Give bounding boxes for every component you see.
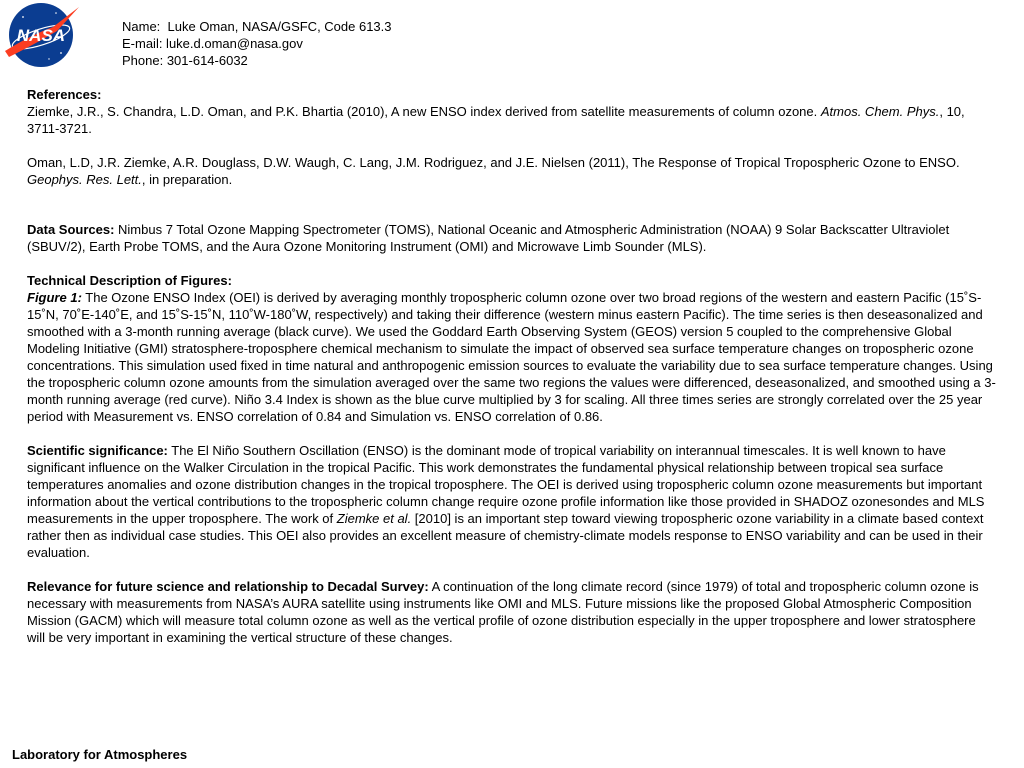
contact-email: E-mail: luke.d.oman@nasa.gov [122, 36, 303, 51]
nasa-logo [1, 1, 83, 69]
technical-heading: Technical Description of Figures: [27, 273, 232, 288]
contact-phone: Phone: 301-614-6032 [122, 53, 248, 68]
contact-name: Name: Luke Oman, NASA/GSFC, Code 613.3 [122, 19, 392, 34]
significance-text-1: The El Niño Southern Oscillation (ENSO) is the dominant mode of tropical variability on interannual timescales. It is well known to have significant influence on the Walker Circulation in the tropical Pacific. This work demonstrates the fundamental physical relationship between tropical sea surface temperatures anomalies and ozone distribution changes in the tropical troposphere. The OEI is derived using tropospheric column ozone measurements but important information about the vertical contributions to the tropospheric column change require ozone profile information like those provided in SHADOZ ozonesondes and MLS measurements in the upper troposphere. The work of [27, 443, 985, 526]
data-sources-section [27, 221, 997, 255]
relevance-heading: Relevance for future science and relationship to Decadal Survey: [27, 579, 429, 594]
relevance-text: A continuation of the long climate record (since 1979) of total and tropospheric column ozone is necessary with measurements from NASA’s AURA satellite using instruments like OMI and MLS. Future missions like the proposed Global Atmospheric Composition Mission (GACM) which will measure total column ozone as well as the vertical profile of ozone distribution especially in the upper troposphere and lower stratosphere will be very important in examining the vertical structure of these changes. [27, 579, 979, 645]
significance-heading: Scientific significance: [27, 443, 168, 458]
reference-1-journal: Atmos. Chem. Phys. [820, 104, 940, 119]
significance-text-2: [2010] is an important step toward viewing tropospheric ozone variability in a climate based context rather then as individual case studies. This OEI also provides an excellent measure of chemistry-climate models response to ENSO variability and can be used in their evaluation. [27, 511, 984, 560]
references-heading: References: [27, 87, 102, 102]
reference-1 [27, 103, 997, 137]
reference-2 [27, 154, 997, 188]
contact-info [122, 18, 392, 69]
significance-section [27, 442, 997, 561]
reference-1-tail: , 10, 3711-3721. [27, 104, 965, 136]
reference-2-journal: Geophys. Res. Lett. [27, 172, 142, 187]
data-sources-text: Nimbus 7 Total Ozone Mapping Spectrometer (TOMS), National Oceanic and Atmospheric Administration (NOAA) 9 Solar Backscatter Ultraviolet (SBUV/2), Earth Probe TOMS, and the Aura Ozone Monitoring Instrument (OMI) and Microwave Limb Sounder (MLS). [27, 222, 950, 254]
reference-2-tail: , in preparation. [141, 172, 233, 187]
relevance-section [27, 578, 997, 646]
data-sources-heading: Data Sources: [27, 222, 115, 237]
figure-1-text: The Ozone ENSO Index (OEI) is derived by averaging monthly tropospheric column ozone over two broad regions of the western and eastern Pacific (15˚S-15˚N, 70˚E-140˚E, and 15˚S-15˚N, 110˚W-180˚W, respectively) and taking their difference (western minus eastern Pacific). The time series is then deseasonalized and smoothed with a 3-month running average (black curve). We used the Goddard Earth Observing System (GEOS) version 5 coupled to the comprehensive Global Modeling Initiative (GMI) stratosphere-troposphere chemical mechanism to simulate the impact of observed sea surface temperature changes on tropospheric ozone concentrations. This simulation used fixed in time natural and anthropogenic emission sources to evaluate the variability due to sea surface temperature changes. Using the tropospheric column ozone amounts from the simulation averaged over the same two regions the values were differenced, deseasonalized, and smoothed using a 3-month running average (red curve). Niño 3.4 Index is shown as the blue curve multiplied by 3 for scaling. All three times series are strongly correlated over the 25 year period with Measurement vs. ENSO correlation of 0.84 and Simulation vs. ENSO correlation of 0.86. [27, 290, 996, 424]
reference-2-text: Oman, L.D, J.R. Ziemke, A.R. Douglass, D.W. Waugh, C. Lang, J.M. Rodriguez, and J.E. Nielsen (2011), The Response of Tropical Tropospheric Ozone to ENSO. [27, 155, 960, 170]
figure-1-description [27, 289, 997, 425]
footer-lab-name: Laboratory for Atmospheres [12, 747, 188, 762]
reference-1-text: Ziemke, J.R., S. Chandra, L.D. Oman, and P.K. Bhartia (2010), A new ENSO index derived from satellite measurements of column ozone. [27, 104, 821, 119]
figure-1-label: Figure 1: [27, 290, 82, 305]
significance-citation: Ziemke et al. [336, 511, 412, 526]
nasa-logo-text: NASA [16, 26, 66, 45]
main-content [27, 86, 997, 646]
